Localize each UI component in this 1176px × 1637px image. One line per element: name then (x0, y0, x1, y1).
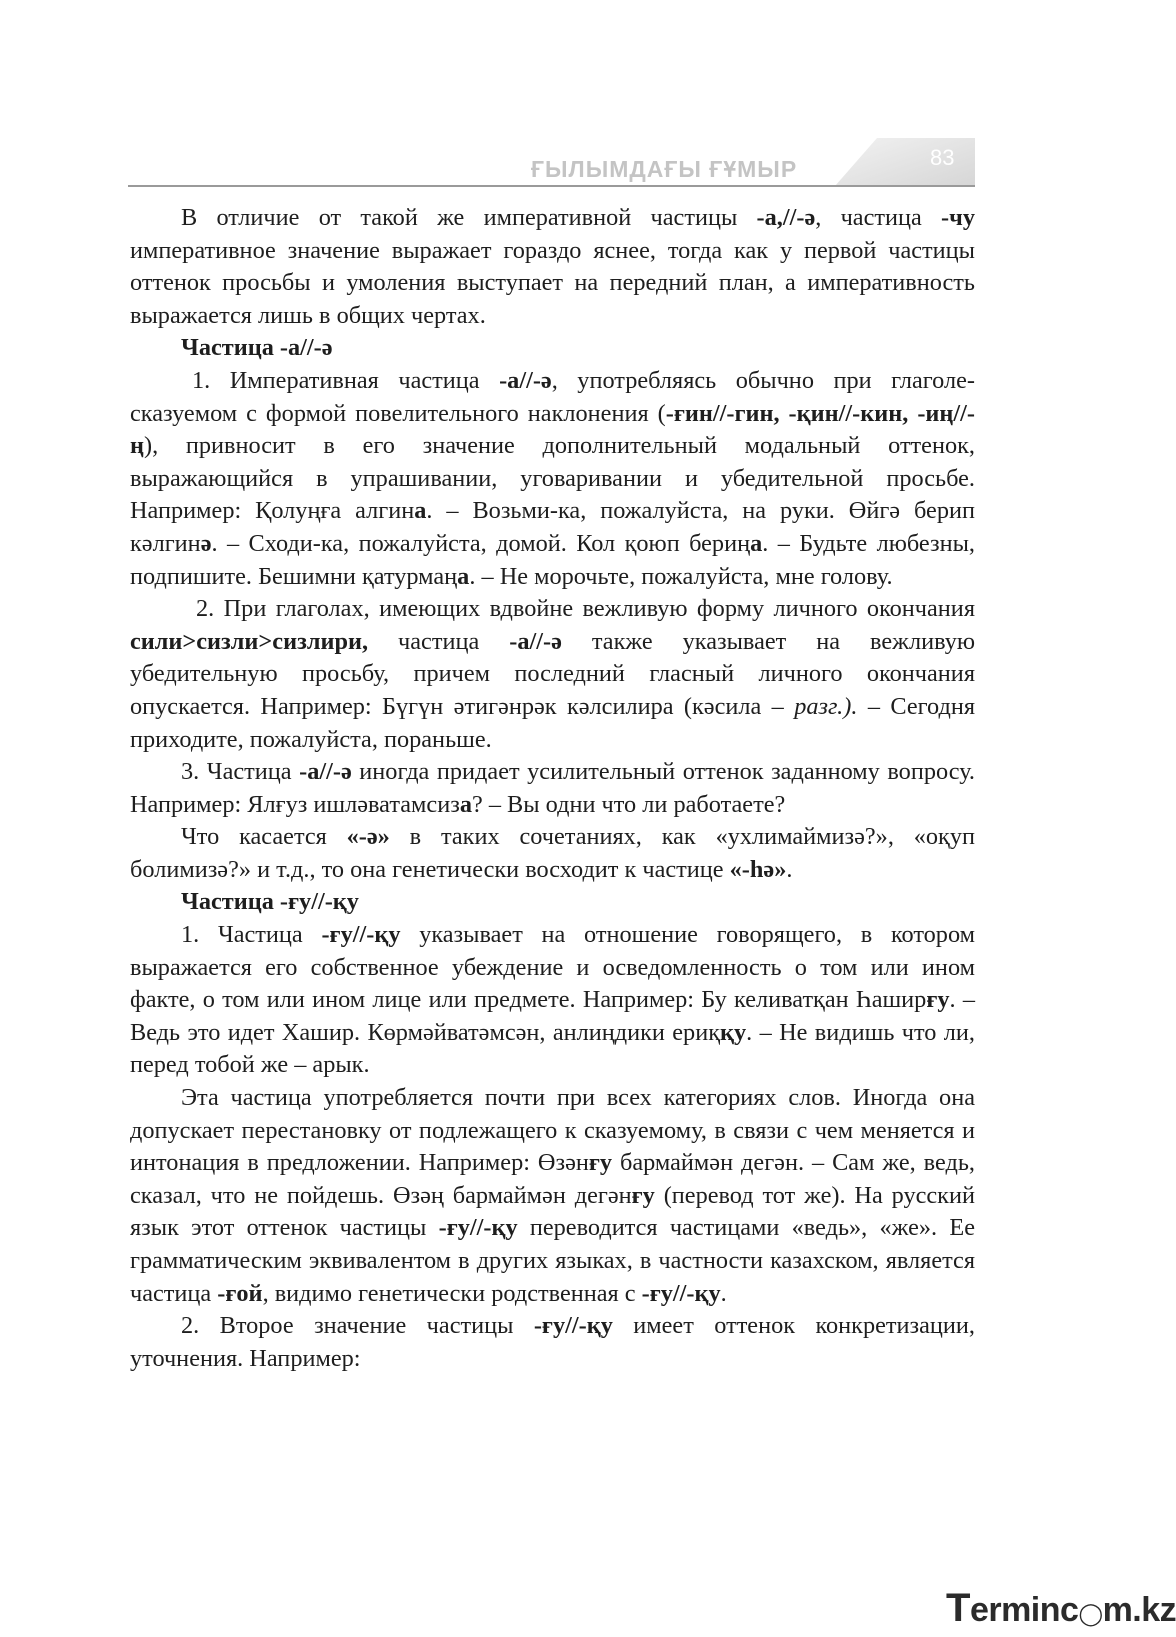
text-run: . – Не морочьте, пожалуйста, мне голову. (469, 562, 893, 590)
bold-text: -а//-ә (509, 627, 562, 655)
text-run: . – Не видишь что ли, перед тобой же – арык. (130, 1018, 975, 1079)
paragraph (130, 821, 975, 886)
watermark-domain: m.kz (1102, 1591, 1176, 1629)
text-run: В отличие от такой же императивной частицы (181, 204, 757, 231)
paragraph (130, 202, 975, 332)
text-run: – Сегодня приходите, пожалуйста, пораньше. (130, 692, 975, 753)
bold-text: қу (720, 1018, 747, 1046)
paragraph (130, 365, 975, 593)
text-run: Частица -ғу//-қу (181, 888, 359, 916)
text-run: . (786, 855, 793, 883)
bold-text: а (414, 497, 427, 525)
bold-text: -а//-ә (299, 758, 352, 786)
text-run: Частица -а//-ә (181, 334, 333, 362)
italic-text: разг.). (794, 692, 858, 720)
watermark-letter: T (946, 1586, 970, 1630)
bold-text: «-һә» (729, 855, 787, 883)
text-run: , частица (815, 204, 942, 231)
text-run: иногда придает усилительный оттенок заданному вопросу. Например: Ялғуз ишләватамсиз (130, 758, 975, 818)
bold-text: -а,//-ә (756, 204, 816, 231)
body-text (130, 202, 975, 1375)
paragraph (130, 593, 975, 756)
bold-text: -ғу//-қу (641, 1279, 721, 1307)
running-head-title: ҒЫЛЫМДАҒЫ ҒҰМЫР (531, 156, 798, 182)
bold-text: -ғу//-қу (438, 1214, 518, 1242)
bold-text: ғу (926, 986, 950, 1014)
bold-text: а (459, 790, 472, 818)
text-run: переводится частицами «ведь», «же». Ее грамматическим эквивалентом в других языках, в частности казахском, является частица (130, 1214, 975, 1307)
bold-text: сили>сизли>сизлири, (130, 627, 369, 655)
text-run: Что касается (181, 823, 347, 851)
paragraph (130, 919, 975, 1082)
page-number: 83 (930, 145, 955, 170)
bold-text: -чу (941, 204, 975, 231)
bold-text: «-ә» (346, 823, 390, 851)
watermark-text: erminc (969, 1591, 1079, 1629)
text-run: 3. Частица (181, 758, 300, 786)
text-run: . – Сходи-ка, пожалуйста, домой. Кол қоюп бериң (211, 529, 751, 557)
text-run: . – Будьте любезны, подпишите. Бешимни қатурмаң (130, 529, 975, 590)
bold-text: ә (200, 529, 212, 557)
bold-text: -ғой (217, 1279, 263, 1307)
bold-text: а (457, 562, 470, 590)
text-run: бармаймән дегән. – Сам же, ведь, сказал, что не пойдешь. Өзәң бармаймән дегән (130, 1149, 975, 1209)
text-run: также указывает на вежливую убедительную просьбу, причем последний гласный личного окончания опускается. Например: Бүгүн әтигәнрәк кәлсилира (кәсила – (130, 627, 976, 720)
bold-text: ғу (631, 1181, 655, 1209)
bold-text: -ғин//-гин, -қин//-кин, -иң//-ң (130, 399, 975, 460)
text-run: частица (368, 627, 510, 655)
bold-text: а (750, 529, 763, 557)
text-run: . (720, 1279, 727, 1307)
section-heading (130, 332, 975, 365)
text-run: 2. При глаголах, имеющих вдвойне вежливую форму личного окончания (196, 595, 975, 623)
text-run: ), привносит в его значение дополнительный модальный оттенок, выражающийся в упрашивании, уговаривании и убедительной просьбе. Например: Қолуңға алгин (130, 432, 975, 525)
text-run: ? – Вы одни что ли работаете? (471, 790, 786, 818)
text-run: императивное значение выражает гораздо яснее, тогда как у первой частицы оттенок просьбы и умоления выступает на передний план, а императивность выражается лишь в общих чертах. (130, 236, 975, 329)
paragraph (130, 1082, 975, 1310)
bold-text: -а//-ә (499, 366, 552, 394)
section-heading (130, 886, 975, 919)
text-run: Эта частица употребляется почти при всех категориях слов. Иногда она допускает перестановку от подлежащего к сказуемому, в связи с чем меняется и интонация в предложении. Например: Өзән (130, 1084, 975, 1177)
bold-text: ғу (588, 1149, 613, 1177)
text-run: (перевод тот же). На русский язык этот оттенок частицы (130, 1181, 975, 1242)
text-run: 1. Императивная частица (192, 366, 500, 394)
paragraph (130, 1310, 975, 1375)
text-run: , употребляясь обычно при глаголе-сказуемом с формой повелительного наклонения ( (130, 366, 975, 427)
text-run: 2. Второе значение частицы (181, 1312, 534, 1340)
text-run: указывает на отношение говорящего, в котором выражается его собственное убеждение и осведомленность о том или ином факте, о том или ином лице или предмете. Например: Бу келиватқан Һашир (130, 921, 976, 1014)
page-header (0, 0, 1158, 200)
paragraph (130, 756, 975, 821)
text-run: имеет оттенок конкретизации, уточнения. Например: (130, 1312, 975, 1372)
text-run: , видимо генетически родственная с (262, 1279, 642, 1307)
magnifier-icon: ◯ (1078, 1601, 1103, 1626)
text-run: . – Возьми-ка, пожалуйста, на руки. Өйгә берип кәлгин (130, 497, 975, 557)
bold-text: -ғу//-қу (321, 921, 401, 949)
text-run: . – Ведь это идет Хашир. Көрмәйватәмсән, анлиңдики ериқ (130, 986, 975, 1046)
text-run: 1. Частица (181, 921, 322, 949)
text-run: в таких сочетаниях, как «ухлимаймизә?», «оқуп болимизә?» и т.д., то она генетически восходит к частице (130, 823, 975, 883)
header-rule (128, 185, 975, 187)
bold-text: -ғу//-қу (533, 1312, 613, 1340)
site-watermark (946, 1586, 1176, 1631)
